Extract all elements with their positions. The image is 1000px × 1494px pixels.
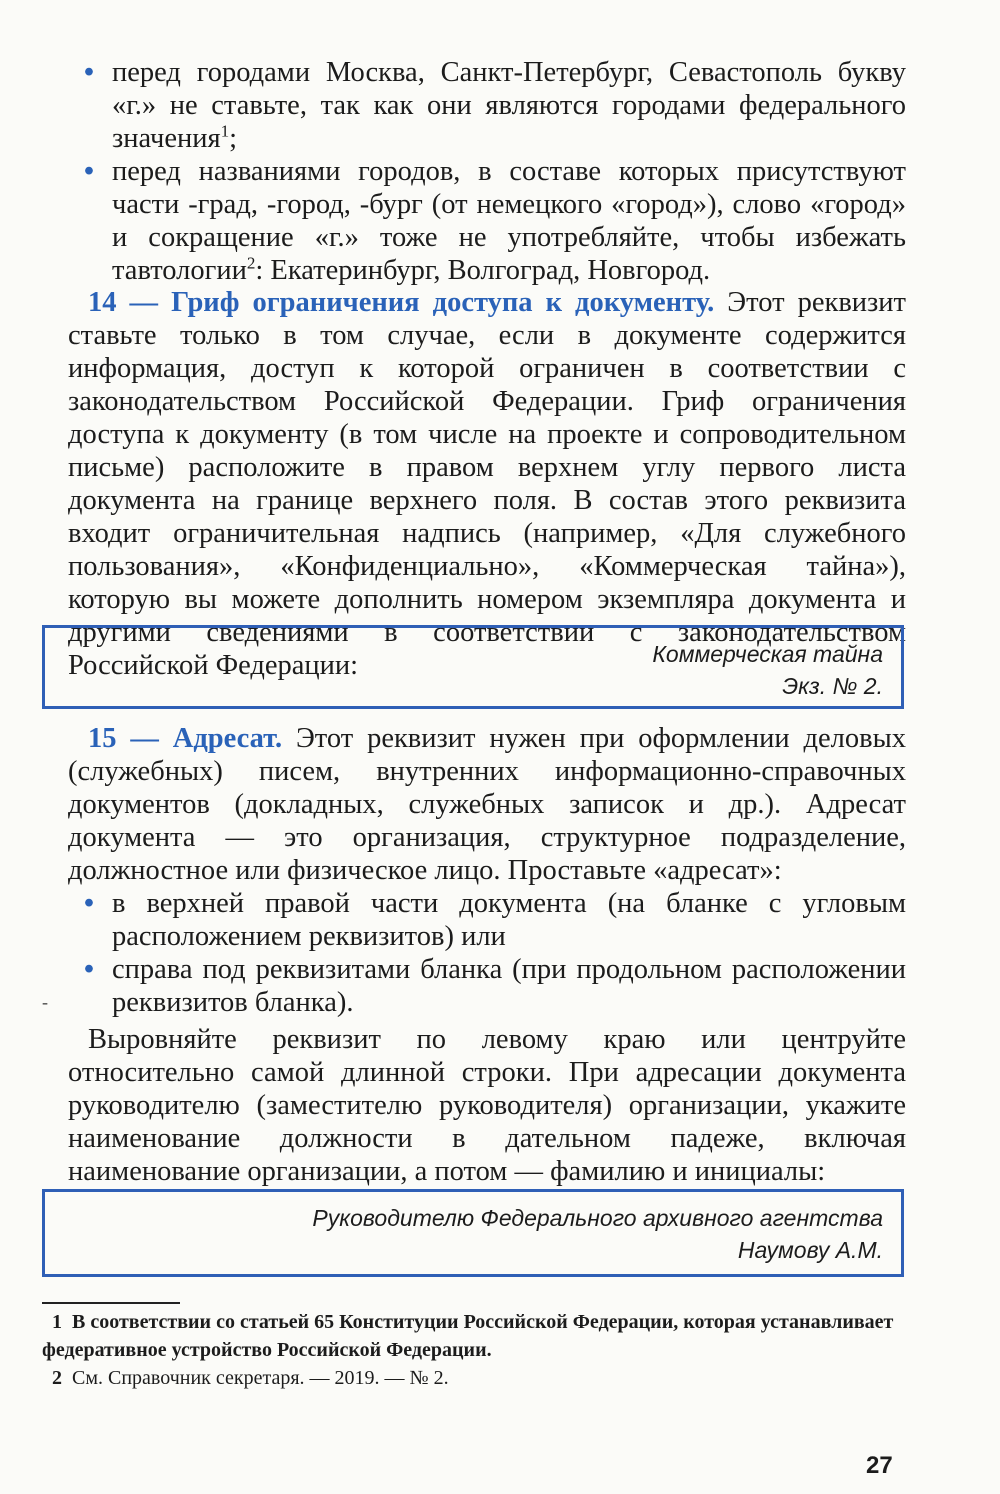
section-14-paragraph: 14 — Гриф ограничения доступа к документу. Этот реквизит ставьте только в том случае, если в документе содержится информация, доступ к которой ограничен в соответствии с законодательством Российской Федерации. Гриф ограничения доступа к документу (в том числе на проекте и сопроводительном письме) расположите в правом верхнем углу первого листа документа на границе верхнего поля. В состав этого реквизита входит ограничительная надпись (например, «Для служебного пользования», «Конфиденциально», «Коммерческая тайна»), которую вы можете дополнить номером экземпляра документа и другими сведениями в соответствии с законодательством Российской Федерации: xyxy=(68,287,906,681)
bullet-icon: • xyxy=(84,888,94,919)
edge-mark: - xyxy=(42,992,48,1012)
footnote-ref[interactable]: 1 xyxy=(220,121,230,141)
example-line: Экз. № 2. xyxy=(782,673,883,699)
section-15-paragraph: 15 — Адресат. Этот реквизит нужен при оформлении деловых (служебных) писем, внутренних информационно-справочных документов (докладных, служебных записок и др.). Адресат документа — это организация, структурное подразделение, должностное или физическое лицо. Проставьте «адресат»: xyxy=(68,723,906,886)
bullet-icon: • xyxy=(84,57,94,88)
footnote-2 xyxy=(42,1364,908,1392)
bullet-item: • перед городами Москва, Санкт-Петербург, Севастополь букву «г.» не ставьте, так как они являются городами федерального значения$^1$; xyxy=(84,57,906,154)
section-15-paragraph-2: Выровняйте реквизит по левому краю или центруйте относительно самой длинной строки. При адресации документа руководителю (заместителю руководителя) организации, укажите наименование должности в дательном падеже, включая наименование организации, а потом — фамилию и инициалы: xyxy=(68,1024,906,1187)
footnote-ref[interactable]: 2 xyxy=(246,253,256,273)
example-line: Коммерческая тайна xyxy=(652,641,883,667)
footnote-1 xyxy=(42,1308,908,1364)
bullet-icon: • xyxy=(84,954,94,985)
block-city-rules xyxy=(68,56,906,287)
section-14-heading: 14 — Гриф ограничения доступа к документу. xyxy=(88,287,715,318)
section-15 xyxy=(68,722,906,1188)
example-box-14 xyxy=(42,625,904,709)
bullet-item: • справа под реквизитами бланка (при продольном расположении реквизитов бланка). xyxy=(84,954,906,1018)
section-15-heading: 15 — Адресат. xyxy=(88,723,283,754)
footnote-number: 1 xyxy=(52,1311,62,1333)
footnote-divider xyxy=(42,1302,180,1304)
footnote-text: См. Справочник секретаря. — 2019. — № 2. xyxy=(72,1367,449,1389)
bullet-icon: • xyxy=(84,156,94,187)
footnote-number: 2 xyxy=(52,1367,62,1389)
example-line: Наумову А.М. xyxy=(737,1237,883,1263)
footnote-text: В соответствии со статьей 65 Конституции Российской Федерации, которая устанавливает федеративное устройство Российской Федерации. xyxy=(42,1311,894,1361)
example-box-15 xyxy=(42,1189,904,1277)
section-14 xyxy=(68,286,906,682)
page-number: 27 xyxy=(866,1452,893,1479)
bullet-item: • в верхней правой части документа (на бланке с угловым расположением реквизитов) или xyxy=(84,888,906,952)
bullet-item: • перед названиями городов, в составе которых присутствуют части -град, -город, -бург (от немецкого «город»), слово «город» и сокращение «г.» тоже не употребляйте, чтобы избежать тавтологии$^2$: Екатеринбург, Волгоград, Новгород. xyxy=(84,156,906,286)
example-line: Руководителю Федерального архивного агентства xyxy=(312,1205,883,1231)
